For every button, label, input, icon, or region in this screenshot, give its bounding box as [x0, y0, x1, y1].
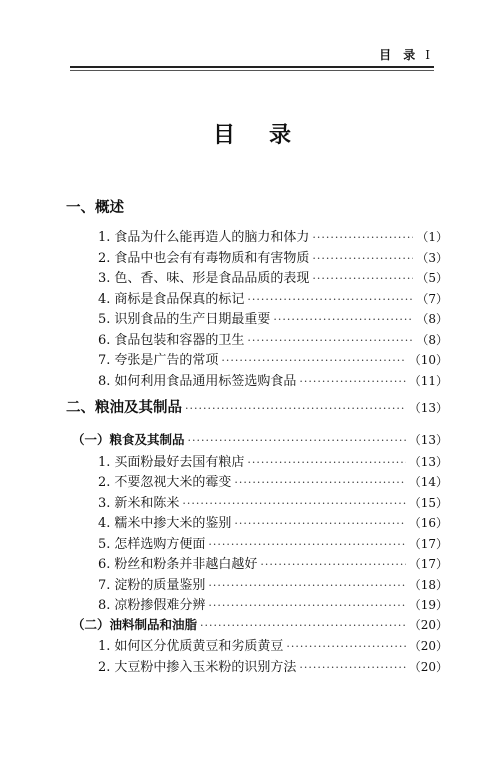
dot-leader	[273, 313, 413, 326]
entry-page: （10）	[408, 353, 448, 367]
entry-number: 4.	[98, 291, 111, 307]
dot-leader	[299, 375, 405, 388]
toc-entry	[66, 308, 448, 329]
toc-entry	[66, 349, 448, 370]
toc-entry	[66, 492, 448, 513]
entry-title: 识别食品的生产日期最重要	[114, 312, 271, 327]
dot-leader	[208, 538, 405, 551]
toc-entry	[66, 471, 448, 492]
subsection-page: （20）	[408, 617, 448, 632]
entry-number: 2.	[98, 475, 111, 490]
dot-leader	[234, 517, 405, 530]
entry-page: （14）	[408, 475, 448, 489]
entry-number: 3.	[98, 495, 111, 511]
toc-entry	[66, 656, 448, 677]
entry-number: 2.	[98, 659, 111, 675]
toc-section-heading	[66, 196, 448, 220]
entry-title: 色、香、味、形是食品品质的表现	[114, 271, 310, 286]
toc-entry	[66, 226, 448, 247]
entry-number: 1.	[98, 454, 111, 470]
dot-leader	[182, 497, 405, 510]
toc-entry	[66, 533, 448, 554]
dot-leader	[221, 354, 405, 367]
header-rule-thick	[70, 66, 434, 68]
entry-title: 大豆粉中掺入玉米粉的识别方法	[114, 659, 297, 675]
toc-entry	[66, 370, 448, 391]
dot-leader	[260, 558, 405, 571]
entry-number: 1.	[98, 230, 111, 245]
table-of-contents	[66, 196, 448, 676]
entry-page: （20）	[408, 639, 448, 653]
dot-leader	[286, 640, 405, 653]
entry-page: （15）	[408, 495, 448, 510]
entry-title: 夸张是广告的常项	[114, 353, 219, 368]
entry-title: 食品为什么能再造人的脑力和体力	[114, 230, 310, 245]
entry-title: 淀粉的质量鉴别	[114, 577, 206, 593]
entry-page: （8）	[416, 332, 448, 347]
entry-page: （1）	[416, 230, 448, 244]
entry-number: 5.	[98, 536, 111, 552]
toc-subsection-heading	[66, 430, 448, 451]
subsection-title: （二）油料制品和油脂	[72, 616, 198, 632]
dot-leader	[247, 293, 413, 306]
dot-leader	[188, 434, 406, 447]
toc-entry	[66, 594, 448, 615]
entry-page: （3）	[416, 250, 448, 265]
entry-page: （5）	[416, 271, 448, 285]
entry-title: 商标是食品保真的标记	[114, 291, 245, 307]
dot-leader	[247, 334, 413, 347]
entry-number: 3.	[98, 271, 111, 286]
subsection-page: （13）	[408, 433, 448, 447]
entry-title: 凉粉掺假难分辨	[114, 598, 206, 613]
entry-page: （8）	[416, 312, 448, 326]
entry-number: 1.	[98, 639, 111, 654]
entry-number: 6.	[98, 557, 111, 572]
dot-leader	[299, 661, 405, 674]
entry-title: 怎样选购方便面	[114, 536, 206, 552]
subsection-title: （一）粮食及其制品	[72, 432, 185, 447]
entry-page: （11）	[408, 373, 448, 388]
entry-page: （17）	[408, 557, 448, 571]
dot-leader	[234, 476, 405, 489]
entry-number: 7.	[98, 353, 111, 368]
toc-section-heading	[66, 396, 448, 420]
entry-title: 新米和陈米	[114, 495, 180, 511]
toc-entry	[66, 247, 448, 268]
page-title: 目录	[212, 123, 325, 148]
entry-number: 8.	[98, 598, 111, 613]
entry-page: （19）	[408, 598, 448, 612]
toc-entry	[66, 553, 448, 574]
entry-number: 4.	[98, 516, 111, 531]
entry-number: 5.	[98, 312, 111, 327]
entry-title: 如何区分优质黄豆和劣质黄豆	[114, 639, 284, 654]
toc-entry	[66, 512, 448, 533]
entry-number: 7.	[98, 577, 111, 593]
entry-number: 6.	[98, 332, 111, 348]
entry-page: （17）	[408, 536, 448, 551]
dot-leader	[185, 402, 406, 415]
entry-title: 不要忽视大米的霉变	[114, 475, 232, 490]
entry-title: 食品包装和容器的卫生	[114, 332, 245, 348]
section-page: （13）	[408, 401, 448, 415]
toc-entry	[66, 635, 448, 656]
entry-title: 糯米中掺大米的鉴别	[114, 516, 232, 531]
section-title: 一、概述	[66, 200, 124, 216]
entry-page: （18）	[408, 577, 448, 592]
running-head	[70, 46, 434, 64]
header-rule-thin	[70, 70, 434, 71]
running-head-title: 目 录	[379, 48, 420, 62]
entry-page: （7）	[416, 291, 448, 306]
entry-title: 买面粉最好去国有粮店	[114, 454, 245, 470]
section-title: 二、粮油及其制品	[66, 400, 182, 416]
dot-leader	[312, 252, 413, 265]
entry-page: （13）	[408, 454, 448, 469]
toc-entry	[66, 574, 448, 595]
toc-entry	[66, 451, 448, 472]
entry-number: 8.	[98, 373, 111, 389]
entry-title: 如何利用食品通用标签选购食品	[114, 373, 297, 389]
dot-leader	[208, 599, 405, 612]
entry-title: 粉丝和粉条并非越白越好	[114, 557, 258, 572]
entry-number: 2.	[98, 250, 111, 266]
running-head-page-number: I	[425, 48, 434, 62]
dot-leader	[200, 619, 406, 632]
toc-entry	[66, 267, 448, 288]
toc-entry	[66, 329, 448, 350]
toc-entry	[66, 288, 448, 309]
toc-subsection-heading	[66, 615, 448, 636]
dot-leader	[247, 456, 405, 469]
dot-leader	[312, 272, 413, 285]
dot-leader	[208, 579, 405, 592]
dot-leader	[312, 231, 413, 244]
entry-page: （20）	[408, 659, 448, 674]
entry-page: （16）	[408, 516, 448, 530]
entry-title: 食品中也会有有毒物质和有害物质	[114, 250, 310, 266]
